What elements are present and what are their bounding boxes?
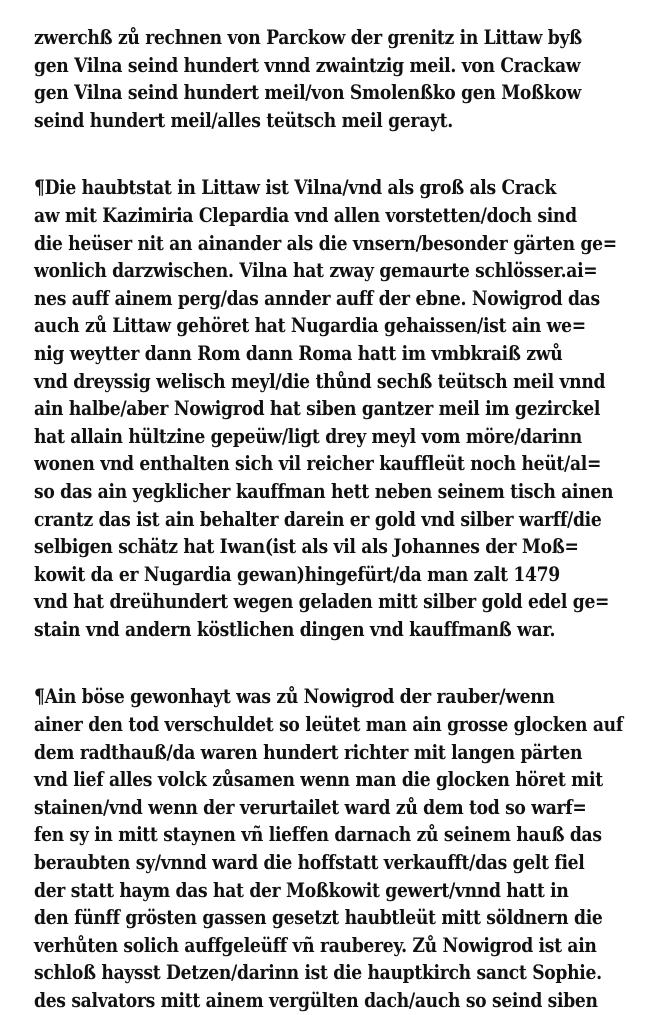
text-line: fen sy in mitt staynen vñ lieffen darnach zů seinem hauß das xyxy=(34,823,602,847)
text-line: ainer den tod verschuldet so leütet man ain grosse glocken auf xyxy=(34,713,623,737)
text-line: zwerchß zů rechnen von Parckow der grenitz in Littaw byß xyxy=(34,26,582,49)
text-line: selbigen schätz hat Iwan(ist als vil als Johannes der Moß= xyxy=(34,535,579,559)
text-line: dem radthauß/da waren hundert richter mit langen pärten xyxy=(34,740,583,764)
text-line: seind hundert meil/alles teütsch meil gerayt. xyxy=(34,108,453,132)
paragraph-3 xyxy=(34,683,624,1014)
text-line: stain vnd andern köstlichen dingen vnd kauffmanß war. xyxy=(34,617,556,641)
text-line: wonlich darzwischen. Vilna hat zway gemaurte schlösser.ai= xyxy=(34,259,598,283)
text-line: nig weytter dann Rom dann Roma hatt im vmbkraiß zwů xyxy=(34,341,563,365)
text-line: vnd hat dreühundert wegen geladen mitt silber gold edel ge= xyxy=(34,590,610,614)
text-line: so das ain yegklicher kauffman hett neben seinem tisch ainen xyxy=(34,479,614,503)
text-line: nes auff ainem perg/das annder auff der ebne. Nowigrod das xyxy=(34,286,600,310)
text-line: den fünff grösten gassen gesetzt haubtleüt mitt söldnern die xyxy=(34,906,603,930)
text-line: gen Vilna seind hundert vnnd zwaintzig meil. von Crackaw xyxy=(34,53,581,77)
text-line: gen Vilna seind hundert meil/von Smolenßko gen Moßkow xyxy=(34,81,581,105)
text-line: beraubten sy/vnnd ward die hoffstatt verkaufft/das gelt fiel xyxy=(34,851,585,875)
text-line: aw mit Kazimiria Clepardia vnd allen vorstetten/doch sind xyxy=(34,203,577,227)
text-line: hat allain hültzine gepeüw/ligt drey meyl vom möre/darinn xyxy=(34,424,582,448)
paragraph-gap xyxy=(34,134,624,174)
text-line: die heüser nit an ainander als die vnsern/besonder gärten ge= xyxy=(34,231,617,255)
text-line: verhůten solich auffgeleüff vñ rauberey. Zů Nowigrod ist ain xyxy=(34,933,597,957)
paragraph-gap xyxy=(34,643,624,683)
text-line: des salvators mitt ainem vergülten dach/auch so seind siben xyxy=(34,989,598,1012)
paragraph-2 xyxy=(34,174,624,643)
text-line: der statt haym das hat der Moßkowit gewert/vnnd hatt in xyxy=(34,878,569,902)
text-line: kowit da er Nugardia gewan)hingefürt/da man zalt 1479 xyxy=(34,562,560,586)
text-line: ¶Die haubtstat in Littaw ist Vilna/vnd als groß als Crack xyxy=(34,176,557,200)
text-line: vnd dreyssig welisch meyl/die thůnd sechß teütsch meil vnnd xyxy=(34,369,606,393)
text-line: vnd lief alles volck zůsamen wenn man die glocken höret mit xyxy=(34,768,603,792)
paragraph-1 xyxy=(34,24,624,134)
text-line: wonen vnd enthalten sich vil reicher kauffleüt noch heüt/al= xyxy=(34,452,602,476)
text-line: auch zů Littaw gehöret hat Nugardia gehaissen/ist ain we= xyxy=(34,314,586,338)
text-line: crantz das ist ain behalter darein er gold vnd silber warff/die xyxy=(34,507,602,531)
text-line: ain halbe/aber Nowigrod hat siben gantzer meil im gezirckel xyxy=(34,397,601,421)
text-line: stainen/vnd wenn der verurtailet ward zů dem tod so warf= xyxy=(34,795,587,819)
text-line: schloß haysst Detzen/darinn ist die hauptkirch sanct Sophie. xyxy=(34,961,602,985)
text-line: ¶Ain böse gewonhayt was zů Nowigrod der rauber/wenn xyxy=(34,685,555,709)
